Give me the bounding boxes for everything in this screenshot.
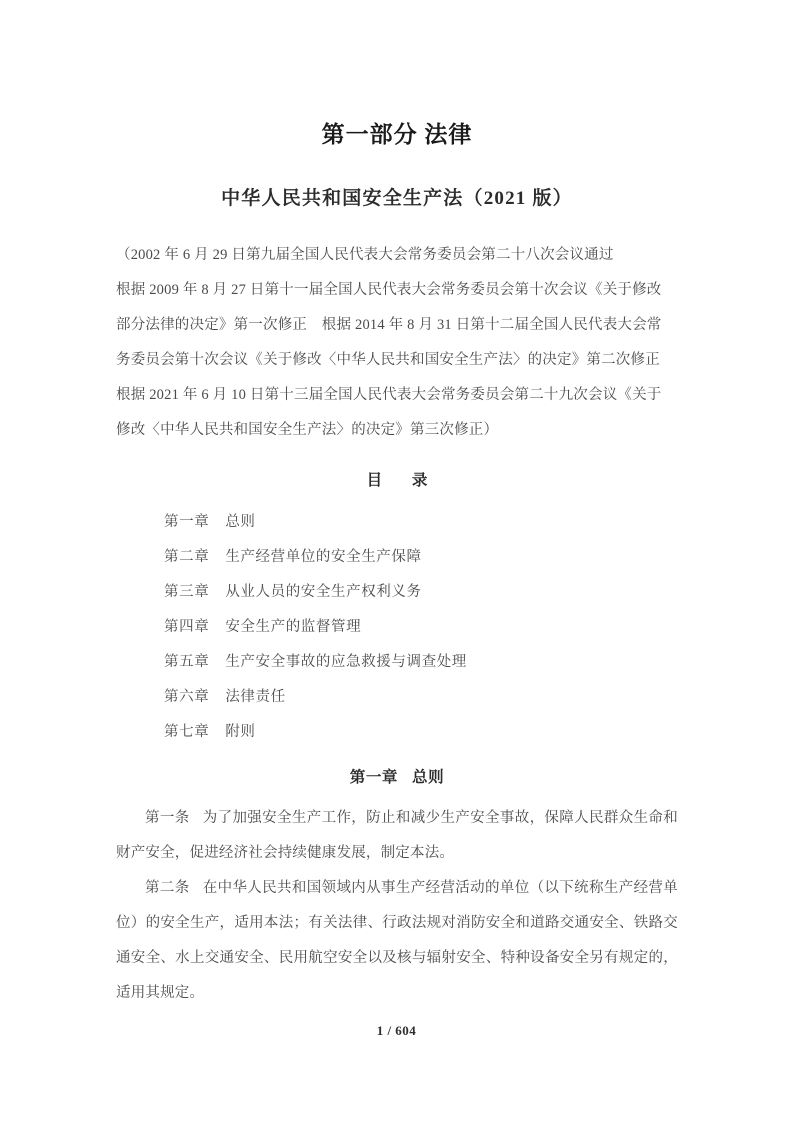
toc-item-chapter: 第五章 (164, 654, 210, 671)
part-title: 第一部分 法律 (321, 122, 473, 147)
preamble-line: 务委员会第十次会议《关于修改〈中华人民共和国安全生产法〉的决定》第二次修正 (116, 352, 660, 369)
toc-item[interactable] (116, 645, 678, 680)
article-paragraph (116, 801, 678, 871)
chapter-heading-number: 第一章 (349, 769, 399, 787)
law-title: 中华人民共和国安全生产法（2021 版） (221, 187, 573, 209)
table-of-contents (116, 496, 678, 750)
toc-item[interactable] (116, 680, 678, 715)
toc-item-title: 法律责任 (225, 689, 286, 706)
toc-item[interactable] (116, 505, 678, 540)
articles (116, 793, 678, 1011)
chapter-heading (116, 750, 678, 793)
article-text: 在中华人民共和国领域内从事生产经营活动的单位（以下统称生产经营单位）的安全生产，适用本法；有关法律、行政法规对消防安全和道路交通安全、铁路交通安全、水上交通安全、民用航空安全以及核与辐射安全、特种设备安全另有规定的，适用其规定。 (116, 880, 678, 1002)
preamble-line: 根据 2021 年 6 月 10 日第十三届全国人民代表大会常务委员会第二十九次会议《关于 (116, 387, 662, 404)
toc-item[interactable] (116, 575, 678, 610)
article-text: 为了加强安全生产工作，防止和减少生产安全事故，保障人民群众生命和财产安全，促进经济社会持续健康发展，制定本法。 (116, 810, 678, 862)
toc-item-title: 附则 (225, 724, 256, 741)
toc-item-title: 总则 (225, 514, 256, 531)
toc-heading-right: 录 (411, 472, 428, 490)
toc-heading (116, 448, 678, 496)
chapter-heading-title: 总则 (412, 769, 445, 787)
page-content (116, 0, 678, 1011)
article-paragraph (116, 871, 678, 1011)
preamble-line: 部分法律的决定》第一次修正 根据 2014 年 8 月 31 日第十二届全国人民代表大会常 (116, 317, 662, 334)
toc-item-title: 生产安全事故的应急救援与调查处理 (225, 654, 467, 671)
article-number: 第一条 (145, 810, 190, 827)
toc-item-title: 生产经营单位的安全生产保障 (225, 549, 422, 566)
toc-item[interactable] (116, 610, 678, 645)
page-footer: 1 / 604 (376, 1023, 417, 1038)
preamble-line: 修改〈中华人民共和国安全生产法〉的决定》第三次修正） (116, 422, 499, 439)
preamble-line: 根据 2009 年 8 月 27 日第十一届全国人民代表大会常务委员会第十次会议《关于修改 (116, 282, 662, 299)
toc-item-chapter: 第二章 (164, 549, 210, 566)
toc-item-chapter: 第七章 (164, 724, 210, 741)
toc-item-title: 安全生产的监督管理 (225, 619, 362, 636)
toc-heading-left: 目 (366, 472, 383, 490)
toc-item-chapter: 第四章 (164, 619, 210, 636)
preamble-line: （2002 年 6 月 29 日第九届全国人民代表大会常务委员会第二十八次会议通过 (116, 247, 614, 264)
article-number: 第二条 (145, 880, 190, 897)
toc-item-chapter: 第三章 (164, 584, 210, 601)
preamble (116, 211, 678, 448)
toc-item[interactable] (116, 715, 678, 750)
toc-item-chapter: 第一章 (164, 514, 210, 531)
toc-item-chapter: 第六章 (164, 689, 210, 706)
toc-item-title: 从业人员的安全生产权利义务 (225, 584, 422, 601)
toc-item[interactable] (116, 540, 678, 575)
